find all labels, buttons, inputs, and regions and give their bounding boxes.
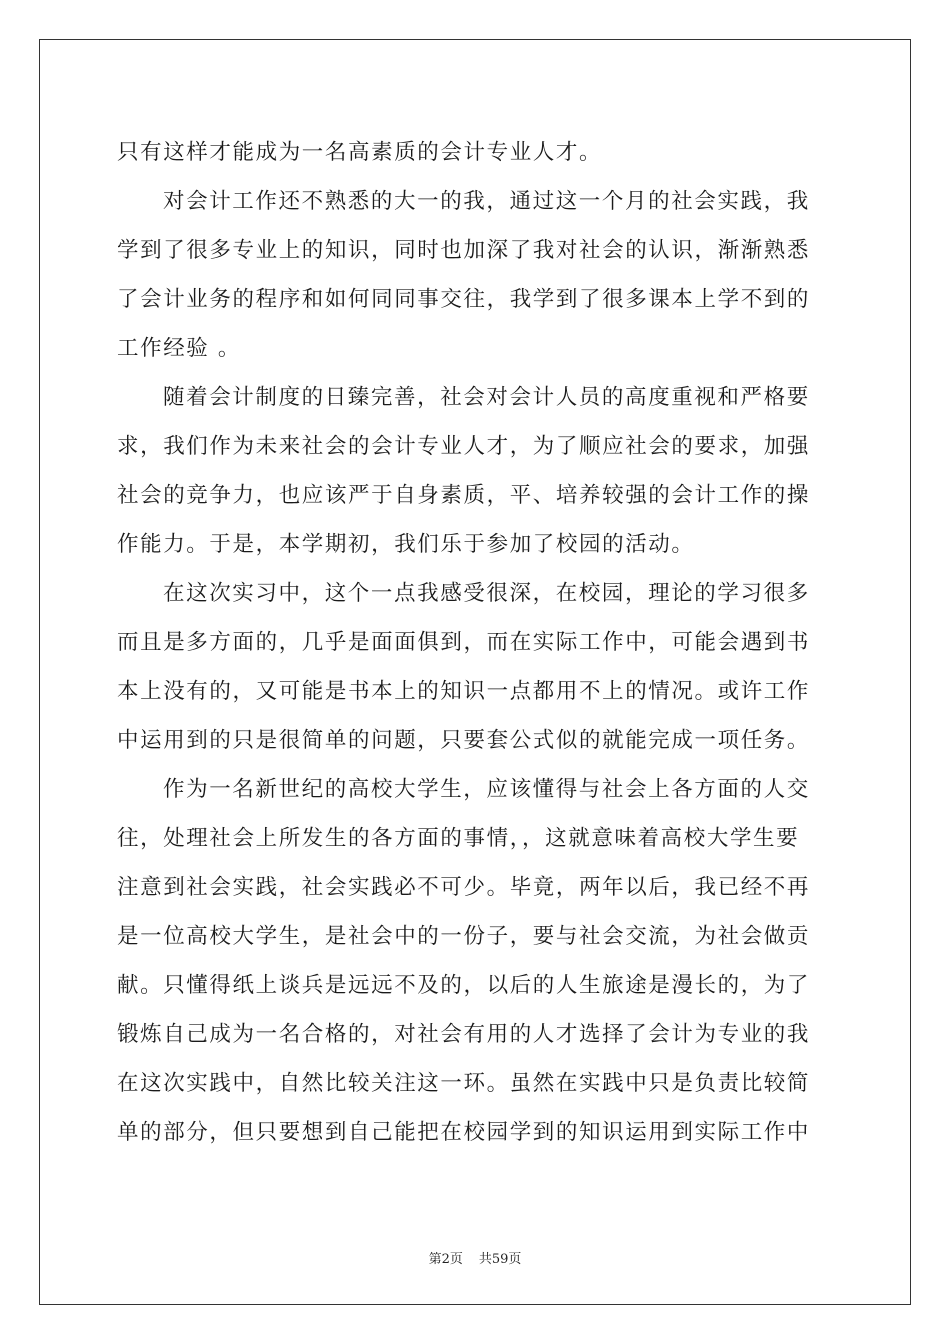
text-line: 只有这样才能成为一名高素质的会计专业人才。 xyxy=(117,140,603,165)
text-line: 作能力。于是，本学期初，我们乐于参加了校园的活动。 xyxy=(117,532,695,557)
page-number: 第2页 xyxy=(428,1252,463,1267)
text-line: 学到了很多专业上的知识，同时也加深了我对社会的认识，渐渐熟悉 xyxy=(117,238,811,263)
text-line: 在这次实践中，自然比较关注这一环。虽然在实践中只是负责比较简 xyxy=(117,1071,811,1096)
text-line: 作为一名新世纪的高校大学生，应该懂得与社会上各方面的人交 xyxy=(163,777,810,802)
text-line: 献。只懂得纸上谈兵是远远不及的，以后的人生旅途是漫长的，为了 xyxy=(117,973,811,998)
text-line: 注意到社会实践，社会实践必不可少。毕竟，两年以后，我已经不再 xyxy=(117,875,811,900)
text-line: 是一位高校大学生，是社会中的一份子，要与社会交流，为社会做贡 xyxy=(117,924,811,949)
text-line: 而且是多方面的，几乎是面面俱到，而在实际工作中，可能会遇到书 xyxy=(117,630,811,655)
document-body xyxy=(117,128,835,1157)
page-footer xyxy=(0,1248,950,1267)
text-line: 锻炼自己成为一名合格的，对社会有用的人才选择了会计为专业的我 xyxy=(117,1022,811,1047)
text-line: 对会计工作还不熟悉的大一的我，通过这一个月的社会实践，我 xyxy=(163,189,810,214)
text-line: 本上没有的，又可能是书本上的知识一点都用不上的情况。或许工作 xyxy=(117,679,811,704)
text-line: 求，我们作为未来社会的会计专业人才，为了顺应社会的要求，加强 xyxy=(117,434,811,459)
page-total: 共59页 xyxy=(478,1252,522,1267)
text-line: 社会的竞争力，也应该严于自身素质，平、培养较强的会计工作的操 xyxy=(117,483,811,508)
text-line: 单的部分，但只要想到自己能把在校园学到的知识运用到实际工作中 xyxy=(117,1120,811,1145)
text-line: 工作经验 。 xyxy=(117,336,241,361)
text-line: 在这次实习中，这个一点我感受很深，在校园，理论的学习很多 xyxy=(163,581,810,606)
text-line: 随着会计制度的日臻完善，社会对会计人员的高度重视和严格要 xyxy=(163,385,810,410)
text-line: 往，处理社会上所发生的各方面的事情，，这就意味着高校大学生要 xyxy=(117,826,800,851)
text-line: 中运用到的只是很简单的问题，只要套公式似的就能完成一项任务。 xyxy=(117,728,811,753)
text-line: 了会计业务的程序和如何同同事交往，我学到了很多课本上学不到的 xyxy=(117,287,811,312)
